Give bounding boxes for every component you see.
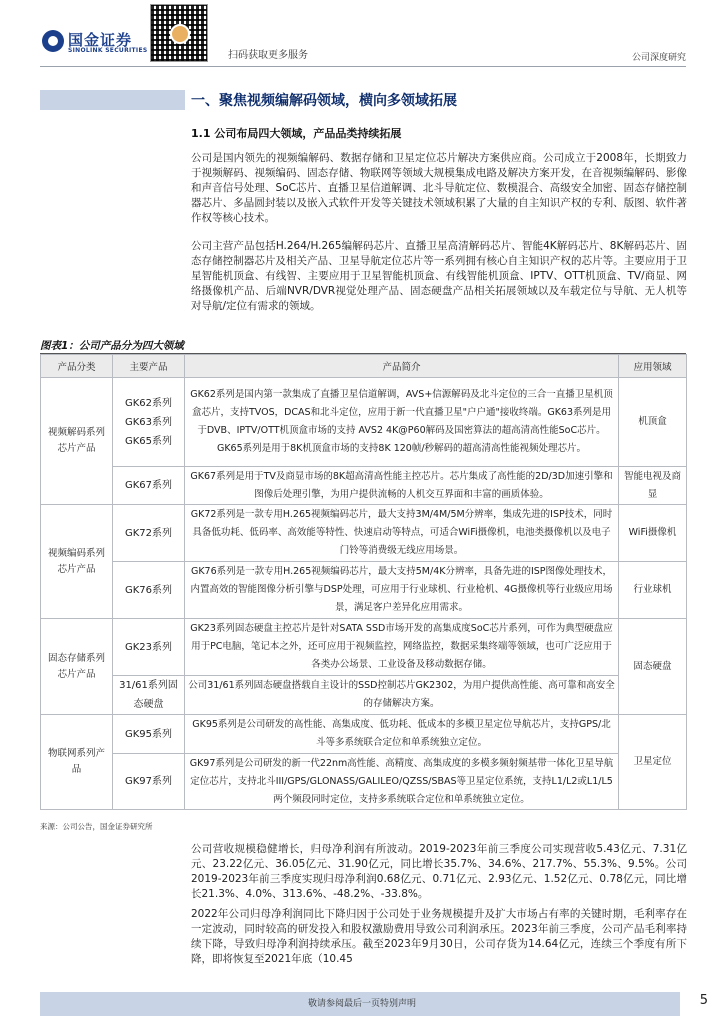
description-cell: GK76系列是一款专用H.265视频编码芯片，最大支持5M/4K分辨率，具备先进的ISP图像处理技术，内置高效的智能图像分析引擎与DSP处理，可应用于行业球机、行业枪机、4G摄像机等行业级应用场景，满足客户差异化应用需求。 [185,562,619,619]
logo-text-en: SINOLINK SECURITIES [68,47,148,54]
qr-label: 扫码获取更多服务 [228,50,308,61]
category-cell: 固态存储系列芯片产品 [41,619,113,715]
table-row [41,505,687,562]
description-cell: GK67系列是用于TV及商显市场的8K超高清高性能主控芯片。芯片集成了高性能的2D/3D加速引擎和图像后处理引擎，为用户提供流畅的人机交互界面和丰富的画质体验。 [185,467,619,505]
figure-source: 来源：公司公告，国金证券研究所 [40,822,153,831]
product-name: GK62系列 GK63系列 GK65系列 [124,397,173,447]
category-cell: 物联网系列产品 [41,715,113,810]
product-cell: GK95系列 [113,715,185,754]
category-cell: 视频编码系列芯片产品 [41,505,113,619]
table-row [41,378,687,467]
product-cell: 31/61系列固态硬盘 [113,676,185,715]
qr-center-badge-icon [170,24,190,44]
table-row [41,715,687,754]
table-row [41,562,687,619]
section-title: 一、聚焦视频编解码领域，横向多领域拓展 [191,93,457,109]
section-accent-bar [40,90,185,110]
paragraph-profit: 2022年公司归母净利润同比下降归因于公司处于业务规模提升及扩大市场占有率的关键时期，毛利率存在一定波动，同时较高的研发投入和股权激励费用导致公司利润承压。2023年前三季度，公司产品毛利率持续下降，导致归母净利润持续承压。截至2023年9月30日，公司存货为14.64亿元，连续三个季度有所下降，即将恢复至2021年底（10.45 [191,908,687,965]
description-cell: GK95系列是公司研发的高性能、高集成度、低功耗、低成本的多模卫星定位导航芯片，支持GPS/北斗等多系统联合定位和单系统独立定位。 [185,715,619,754]
application-cell: WiFi摄像机 [619,505,687,562]
table-row [41,754,687,810]
header-description: 产品简介 [185,355,619,378]
product-cell: GK67系列 [113,467,185,505]
application-cell: 卫星定位 [619,715,687,810]
paragraph-products: 公司主营产品包括H.264/H.265编解码芯片、直播卫星高清解码芯片、智能4K解码芯片、8K解码芯片、固态存储控制器芯片及相关产品、卫星导航定位芯片等一系列拥有核心自主知识产权的芯片等。主要应用于卫星智能机顶盒、有线智、主要应用于卫星智能机顶盒、有线智能机顶盒、IPTV、OTT机顶盒、TV/商显、网络摄像机产品、后端NVR/DVR视觉处理产品、固态硬盘产品相关拓展领域以及车载定位与导航、无人机等对导航/定位有需求的领域。 [191,240,687,312]
table-header-row [41,355,687,378]
report-type-tag: 公司深度研究 [631,53,686,63]
table-row [41,676,687,715]
figure-title: 图表1：公司产品分为四大领域 [40,340,184,352]
product-cell [113,378,185,467]
subsection-title: 1.1 公司布局四大领域，产品品类持续拓展 [191,127,402,140]
logo-text-cn: 国金证券 [68,31,133,49]
application-cell: 行业球机 [619,562,687,619]
header-application: 应用领域 [619,355,687,378]
product-table [40,354,687,810]
header-divider [40,66,686,67]
description-cell: GK97系列是公司研发的新一代22nm高性能、高精度、高集成度的多模多频射频基带一体化卫星导航定位芯片，支持北斗III/GPS/GLONASS/GALILEO/QZSS/SBAS等卫星定位系统，支持L1/L2或L1/L5两个频段同时定位，支持多系统联合定位和单系统独立定位。 [185,754,619,810]
product-cell: GK97系列 [113,754,185,810]
header-category: 产品分类 [41,355,113,378]
table-row [41,467,687,505]
product-cell: GK76系列 [113,562,185,619]
category-cell: 视频解码系列芯片产品 [41,378,113,505]
application-cell: 机顶盒 [619,378,687,467]
product-cell: GK23系列 [113,619,185,676]
description-cell: GK23系列固态硬盘主控芯片是针对SATA SSD市场开发的高集成度SoC芯片系列，可作为典型硬盘应用于PC电脑，笔记本之外，还可应用于视频监控，网络监控，数据采集终端等领域，也可广泛应用于各类办公场景、工业设备及移动数据存储。 [185,619,619,676]
paragraph-revenue: 公司营收规模稳健增长，归母净利润有所波动。2019-2023年前三季度公司实现营收5.43亿元、7.31亿元、23.22亿元、36.05亿元、31.90亿元，同比增长35.7%、34.6%、217.7%、55.3%、9.5%。公司2019-2023年前三季度实现归母净利润0.68亿元、0.71亿元、2.93亿元、1.52亿元、0.78亿元，同比增长21.3%、4.0%、313.6%、-48.2%、-33.8%。 [191,843,687,900]
header-product: 主要产品 [113,355,185,378]
application-cell: 智能电视及商显 [619,467,687,505]
application-cell: 固态硬盘 [619,619,687,715]
table-row [41,619,687,676]
description-cell: 公司31/61系列固态硬盘搭载自主设计的SSD控制芯片GK2302，为用户提供高性能、高可靠和高安全的存储解决方案。 [185,676,619,715]
footer-disclaimer[interactable]: 敬请参阅最后一页特别声明 [307,999,416,1009]
description-cell: GK62系列是国内第一款集成了直播卫星信道解调，AVS+信源解码及北斗定位的三合一直播卫星机顶盒芯片，支持TVOS，DCAS和北斗定位，应用于新一代直播卫星"户户通"接收终端。GK63系列是用于DVB、IPTV/OTT机顶盒市场的支持 AVS2 4K@P60解码及国密算法的超高清高性能SoC芯片。GK65系列是用于8K机顶盒市场的支持8K 120帧/秒解码的超高清高性能视频处理芯片。 [185,378,619,467]
product-cell: GK72系列 [113,505,185,562]
company-logo-icon [42,30,64,52]
page-number: 5 [699,993,708,1008]
description-cell: GK72系列是一款专用H.265视频编码芯片，最大支持3M/4M/5M分辨率，集成先进的ISP技术，同时具备低功耗、低码率、高效能等特性、快速启动等特点，可适合WiFi摄像机，电池类摄像机以及电子门铃等消费级无线应用场景。 [185,505,619,562]
paragraph-intro: 公司是国内领先的视频编解码、数据存储和卫星定位芯片解决方案供应商。公司成立于2008年，长期致力于视频解码、视频编码、固态存储、物联网等领域大规模集成电路及解决方案开发，在音视频编解码、影像和声音信号处理、SoC芯片、直播卫星信道解调、北斗导航定位、数模混合、高级安全加密、固态存储控制器芯片、多晶圆封装以及嵌入式软件开发等关键技术领域积累了大量的自主知识产权的专利、版图、软件著作权等核心技术。 [191,152,687,224]
